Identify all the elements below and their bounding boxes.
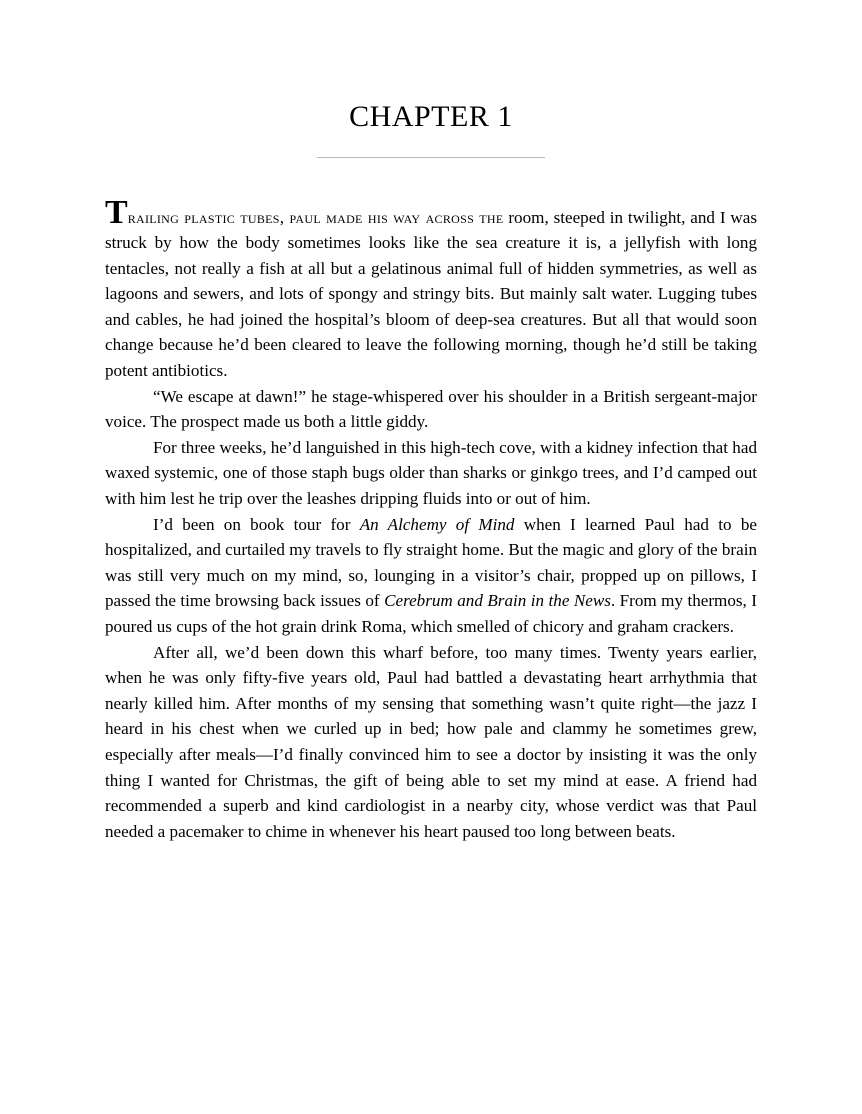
paragraph-4-text-part-2: when I learned Paul had to be hospitalized, and curtailed my travels to fly straight home. But the magic and glory of the brain was still very much on my mind, so, lounging in a visitor’s chair, propped up on pillows, I passed the time browsing back issues of (105, 514, 757, 611)
drop-cap-initial: T (105, 193, 128, 231)
paragraph-1-text: room, steeped in twilight, and I was struck by how the body sometimes looks like the sea creature it is, a jellyfish with long tentacles, not really a fish at all but a gelatinous animal full of hidden symmetries, as well as lagoons and sewers, and lots of spongy and stringy bits. But mainly salt water. Lugging tubes and cables, he had joined the hospital’s bloom of deep-sea creatures. But all that would soon change because he’d been cleared to leave the following morning, though he’d still be taking potent antibiotics. (105, 207, 757, 381)
paragraph-5 (105, 640, 757, 845)
book-title-an-alchemy-of-mind: An Alchemy of Mind (359, 514, 515, 534)
publication-title-cerebrum-and-brain-in-the-news: Cerebrum and Brain in the News (384, 591, 611, 611)
paragraph-4-text-part-3: . From my thermos, I poured us cups of the hot grain drink Roma, which smelled of chicory and graham crackers. (105, 591, 757, 636)
paragraph-5-text: After all, we’d been down this wharf before, too many times. Twenty years earlier, when he was only fifty-five years old, Paul had battled a devastating heart arrhythmia that nearly killed him. After months of my sensing that something wasn’t quite right—the jazz I heard in his chest when we curled up in bed; how pale and clammy he sometimes grew, especially after meals—I’d finally convinced him to see a doctor by insisting it was the only thing I wanted for Christmas, the gift of being able to set my mind at ease. A friend had recommended a superb and kind cardiologist in a nearby city, whose verdict was that Paul needed a pacemaker to chime in whenever his heart paused too long between beats. (105, 642, 757, 841)
paragraph-4-text-part-1: I’d been on book tour for (153, 514, 360, 534)
paragraph-3-text: For three weeks, he’d languished in this high-tech cove, with a kidney infection that had waxed systemic, one of those staph bugs older than sharks or ginkgo trees, and I’d camped out with him lest he trip over the leashes dripping fluids into or out of him. (105, 437, 757, 509)
body-text-block (105, 158, 757, 845)
paragraph-1 (105, 193, 757, 384)
paragraph-2 (105, 384, 757, 435)
paragraph-2-text: “We escape at dawn!” he stage-whispered over his shoulder in a British sergeant-major voice. The prospect made us both a little giddy. (105, 386, 757, 432)
paragraph-3 (105, 435, 757, 512)
paragraph-4 (105, 512, 757, 640)
page-title: CHAPTER 1 (349, 100, 513, 133)
small-caps-opening: railing plastic tubes, paul made his way across the (127, 207, 504, 227)
